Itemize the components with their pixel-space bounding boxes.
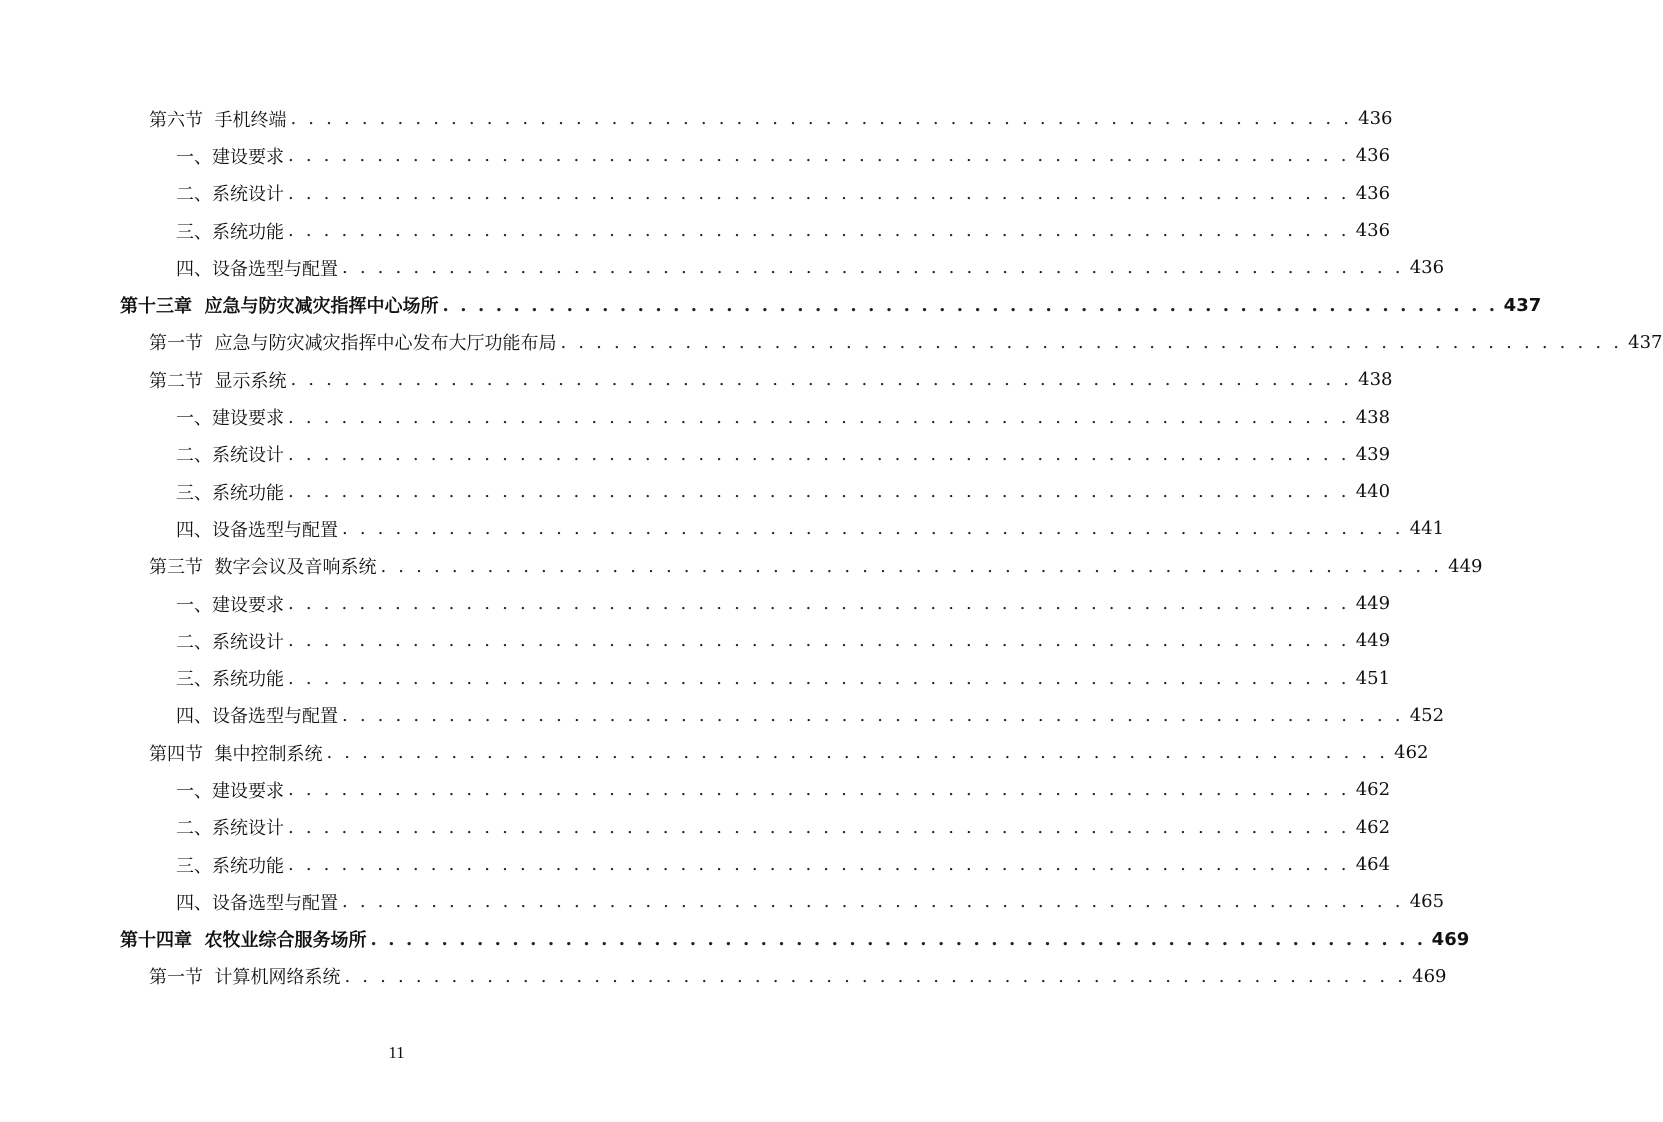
dot-leader: . . . . . . . . . . . . . . . . . . . . . . . . . . . . . . . . . . . . . . . . . . . . . . . . . . . . . . . . . . . . xyxy=(290,108,1353,130)
toc-entry-page: 449 xyxy=(1355,630,1391,652)
toc-entry-title: 一、建设要求 xyxy=(176,408,284,430)
toc-entry-page: 451 xyxy=(1355,667,1391,689)
toc-entry-title: 第十三章 应急与防灾减灾指挥中心场所 xyxy=(120,296,439,318)
toc-entry-page: 469 xyxy=(1431,928,1470,950)
dot-leader: . . . . . . . . . . . . . . . . . . . . . . . . . . . . . . . . . . . . . . . . . . . . . . . . . . . . . . . . . . . . xyxy=(288,667,1350,689)
dot-leader: . . . . . . . . . . . . . . . . . . . . . . . . . . . . . . . . . . . . . . . . . . . . . . . . . . . . . . . . . . . . xyxy=(342,518,1404,540)
toc-entry-title: 第四节 集中控制系统 xyxy=(149,743,323,765)
toc-subsection-entry[interactable] xyxy=(0,510,1445,547)
dot-leader: . . . . . . . . . . . . . . . . . . . . . . . . . . . . . . . . . . . . . . . . . . . . . . . . . . . . . . . . . . . . xyxy=(342,891,1404,913)
toc-entry-page: 462 xyxy=(1355,779,1391,801)
toc-entry-page: 436 xyxy=(1358,108,1393,130)
toc-entry-page: 462 xyxy=(1394,742,1429,764)
toc-subsection-entry[interactable] xyxy=(0,846,1391,883)
dot-leader: . . . . . . . . . . . . . . . . . . . . . . . . . . . . . . . . . . . . . . . . . . . . . . . . . . . . . . . . . . . . xyxy=(380,555,1443,577)
dot-leader: . . . . . . . . . . . . . . . . . . . . . . . . . . . . . . . . . . . . . . . . . . . . . . . . . . . . . . . . . . . . xyxy=(288,145,1350,167)
toc-subsection-entry[interactable] xyxy=(0,659,1391,696)
toc-subsection-entry[interactable] xyxy=(0,622,1391,659)
toc-entry-page: 449 xyxy=(1448,555,1483,577)
dot-leader: . . . . . . . . . . . . . . . . . . . . . . . . . . . . . . . . . . . . . . . . . . . . . . . . . . . . . . . . . . . . xyxy=(342,257,1404,279)
dot-leader: . . . . . . . . . . . . . . . . . . . . . . . . . . . . . . . . . . . . . . . . . . . . . . . . . . . . . . . . . . . . xyxy=(288,220,1350,242)
toc-entry-page: 438 xyxy=(1358,369,1393,391)
table-of-contents xyxy=(0,100,1663,995)
toc-entry-page: 452 xyxy=(1409,704,1445,726)
toc-entry-page: 465 xyxy=(1409,891,1445,913)
dot-leader: . . . . . . . . . . . . . . . . . . . . . . . . . . . . . . . . . . . . . . . . . . . . . . . . . . . . . . . . . . . . xyxy=(442,294,1498,316)
toc-entry-title: 四、设备选型与配置 xyxy=(176,892,338,914)
toc-entry-page: 436 xyxy=(1355,220,1391,242)
dot-leader: . . . . . . . . . . . . . . . . . . . . . . . . . . . . . . . . . . . . . . . . . . . . . . . . . . . . . . . . . . . . xyxy=(290,369,1353,391)
dot-leader: . . . . . . . . . . . . . . . . . . . . . . . . . . . . . . . . . . . . . . . . . . . . . . . . . . . . . . . . . . . . xyxy=(342,704,1404,726)
dot-leader: . . . . . . . . . . . . . . . . . . . . . . . . . . . . . . . . . . . . . . . . . . . . . . . . . . . . . . . . . . . . xyxy=(560,331,1623,353)
toc-entry-title: 四、设备选型与配置 xyxy=(176,706,338,728)
toc-subsection-entry[interactable] xyxy=(0,473,1391,510)
toc-subsection-entry[interactable] xyxy=(0,175,1391,212)
dot-leader: . . . . . . . . . . . . . . . . . . . . . . . . . . . . . . . . . . . . . . . . . . . . . . . . . . . . . . . . . . . . xyxy=(288,443,1350,465)
toc-section-entry[interactable] xyxy=(0,100,1393,137)
toc-entry-title: 二、系统设计 xyxy=(176,445,284,467)
dot-leader: . . . . . . . . . . . . . . . . . . . . . . . . . . . . . . . . . . . . . . . . . . . . . . . . . . . . . . . . . . . . xyxy=(288,182,1350,204)
toc-subsection-entry[interactable] xyxy=(0,883,1445,920)
toc-entry-title: 三、系统功能 xyxy=(176,221,284,243)
dot-leader: . . . . . . . . . . . . . . . . . . . . . . . . . . . . . . . . . . . . . . . . . . . . . . . . . . . . . . . . . . . . xyxy=(370,928,1426,950)
dot-leader: . . . . . . . . . . . . . . . . . . . . . . . . . . . . . . . . . . . . . . . . . . . . . . . . . . . . . . . . . . . . xyxy=(288,406,1350,428)
page-number: 11 xyxy=(388,1043,405,1062)
toc-entry-title: 一、建设要求 xyxy=(176,594,284,616)
toc-entry-page: 436 xyxy=(1409,257,1445,279)
toc-entry-title: 四、设备选型与配置 xyxy=(176,258,338,280)
toc-subsection-entry[interactable] xyxy=(0,398,1391,435)
toc-entry-title: 第一节 应急与防灾减灾指挥中心发布大厅功能布局 xyxy=(149,333,557,355)
toc-subsection-entry[interactable] xyxy=(0,249,1445,286)
toc-entry-page: 438 xyxy=(1355,406,1391,428)
toc-entry-title: 第六节 手机终端 xyxy=(149,109,287,131)
toc-subsection-entry[interactable] xyxy=(0,697,1445,734)
toc-section-entry[interactable] xyxy=(0,734,1429,771)
toc-chapter-entry[interactable] xyxy=(0,286,1542,323)
toc-entry-title: 二、系统设计 xyxy=(176,818,284,840)
dot-leader: . . . . . . . . . . . . . . . . . . . . . . . . . . . . . . . . . . . . . . . . . . . . . . . . . . . . . . . . . . . . xyxy=(288,816,1350,838)
dot-leader: . . . . . . . . . . . . . . . . . . . . . . . . . . . . . . . . . . . . . . . . . . . . . . . . . . . . . . . . . . . . xyxy=(326,742,1389,764)
toc-entry-page: 469 xyxy=(1412,965,1447,987)
toc-entry-title: 四、设备选型与配置 xyxy=(176,519,338,541)
toc-subsection-entry[interactable] xyxy=(0,771,1391,808)
toc-entry-page: 436 xyxy=(1355,145,1391,167)
dot-leader: . . . . . . . . . . . . . . . . . . . . . . . . . . . . . . . . . . . . . . . . . . . . . . . . . . . . . . . . . . . . xyxy=(288,630,1350,652)
toc-section-entry[interactable] xyxy=(0,361,1393,398)
toc-entry-title: 二、系统设计 xyxy=(176,184,284,206)
toc-entry-title: 三、系统功能 xyxy=(176,669,284,691)
toc-entry-page: 462 xyxy=(1355,816,1391,838)
toc-subsection-entry[interactable] xyxy=(0,436,1391,473)
toc-entry-page: 449 xyxy=(1355,593,1391,614)
toc-entry-title: 三、系统功能 xyxy=(176,855,284,877)
toc-entry-page: 440 xyxy=(1355,481,1391,503)
toc-section-entry[interactable] xyxy=(0,958,1447,995)
toc-subsection-entry[interactable] xyxy=(0,137,1391,174)
toc-entry-page: 436 xyxy=(1355,182,1391,204)
dot-leader: . . . . . . . . . . . . . . . . . . . . . . . . . . . . . . . . . . . . . . . . . . . . . . . . . . . . . . . . . . . . xyxy=(288,854,1350,876)
toc-entry-page: 437 xyxy=(1628,331,1663,353)
dot-leader: . . . . . . . . . . . . . . . . . . . . . . . . . . . . . . . . . . . . . . . . . . . . . . . . . . . . . . . . . . . . xyxy=(288,481,1350,503)
toc-entry-page: 439 xyxy=(1355,443,1391,465)
toc-section-entry[interactable] xyxy=(0,324,1663,361)
toc-subsection-entry[interactable] xyxy=(0,809,1391,846)
toc-entry-page: 441 xyxy=(1409,518,1445,540)
toc-entry-title: 第二节 显示系统 xyxy=(149,370,287,392)
toc-entry-title: 第三节 数字会议及音响系统 xyxy=(149,557,377,579)
toc-subsection-entry[interactable] xyxy=(0,585,1391,622)
toc-entry-page: 464 xyxy=(1355,854,1391,876)
dot-leader: . . . . . . . . . . . . . . . . . . . . . . . . . . . . . . . . . . . . . . . . . . . . . . . . . . . . . . . . . . . . xyxy=(288,593,1350,614)
dot-leader: . . . . . . . . . . . . . . . . . . . . . . . . . . . . . . . . . . . . . . . . . . . . . . . . . . . . . . . . . . . . xyxy=(344,965,1407,987)
toc-entry-title: 第一节 计算机网络系统 xyxy=(149,967,341,989)
toc-entry-title: 二、系统设计 xyxy=(176,631,284,653)
toc-entry-title: 一、建设要求 xyxy=(176,780,284,802)
toc-entry-title: 一、建设要求 xyxy=(176,146,284,168)
toc-entry-page: 437 xyxy=(1503,294,1542,316)
toc-entry-title: 第十四章 农牧业综合服务场所 xyxy=(120,930,367,952)
dot-leader: . . . . . . . . . . . . . . . . . . . . . . . . . . . . . . . . . . . . . . . . . . . . . . . . . . . . . . . . . . . . xyxy=(288,779,1350,801)
toc-entry-title: 三、系统功能 xyxy=(176,482,284,504)
toc-subsection-entry[interactable] xyxy=(0,212,1391,249)
toc-section-entry[interactable] xyxy=(0,548,1483,585)
toc-chapter-entry[interactable] xyxy=(0,921,1470,958)
